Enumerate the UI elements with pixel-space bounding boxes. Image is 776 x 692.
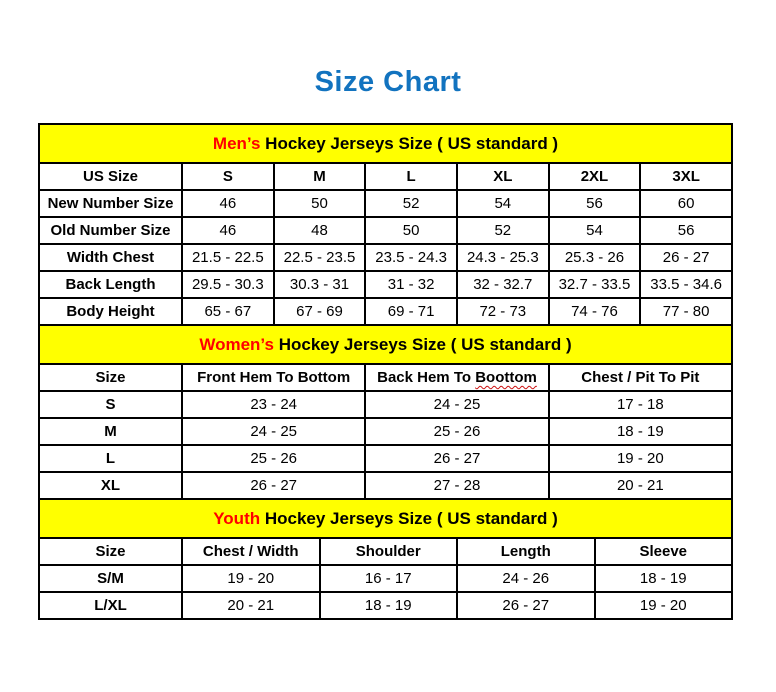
- size-table-youth: [38, 498, 733, 620]
- value-cell: 46: [182, 190, 274, 217]
- value-cell: 17 - 18: [549, 391, 732, 418]
- value-cell: 65 - 67: [182, 298, 274, 325]
- column-header-cell: Front Hem To Bottom: [182, 364, 365, 391]
- value-cell: 26 - 27: [457, 592, 595, 619]
- table-row: [39, 445, 732, 472]
- column-header-cell: 2XL: [549, 163, 641, 190]
- value-cell: 56: [549, 190, 641, 217]
- value-cell: 24 - 26: [457, 565, 595, 592]
- value-cell: 72 - 73: [457, 298, 549, 325]
- column-header-cell: S: [182, 163, 274, 190]
- value-cell: 67 - 69: [274, 298, 366, 325]
- value-cell: 18 - 19: [595, 565, 733, 592]
- value-cell: 25 - 26: [182, 445, 365, 472]
- value-cell: 29.5 - 30.3: [182, 271, 274, 298]
- value-cell: 27 - 28: [365, 472, 548, 499]
- row-label-cell: Back Length: [39, 271, 182, 298]
- value-cell: 54: [549, 217, 641, 244]
- value-cell: 33.5 - 34.6: [640, 271, 732, 298]
- row-label-cell: Body Height: [39, 298, 182, 325]
- value-cell: 31 - 32: [365, 271, 457, 298]
- row-label-cell: M: [39, 418, 182, 445]
- table-title-text: Hockey Jerseys Size ( US standard ): [260, 508, 558, 528]
- value-cell: 19 - 20: [549, 445, 732, 472]
- value-cell: 60: [640, 190, 732, 217]
- table-row: [39, 271, 732, 298]
- row-label-cell: L: [39, 445, 182, 472]
- table-row: [39, 565, 732, 592]
- value-cell: 25.3 - 26: [549, 244, 641, 271]
- column-header-cell: Shoulder: [320, 538, 458, 565]
- misspelled-word: Boottom: [475, 369, 537, 386]
- value-cell: 19 - 20: [182, 565, 320, 592]
- value-cell: 52: [365, 190, 457, 217]
- table-title-row: [39, 325, 732, 364]
- table-title-row: [39, 499, 732, 538]
- value-cell: 32 - 32.7: [457, 271, 549, 298]
- column-header-cell: Size: [39, 364, 182, 391]
- table-row: [39, 418, 732, 445]
- size-table-mens: [38, 123, 733, 326]
- value-cell: 22.5 - 23.5: [274, 244, 366, 271]
- row-label-cell: S: [39, 391, 182, 418]
- value-cell: 56: [640, 217, 732, 244]
- table-row: [39, 190, 732, 217]
- value-cell: 18 - 19: [320, 592, 458, 619]
- value-cell: 26 - 27: [182, 472, 365, 499]
- table-title-highlight: Youth: [213, 508, 261, 528]
- row-label-cell: Old Number Size: [39, 217, 182, 244]
- table-row: [39, 391, 732, 418]
- value-cell: 25 - 26: [365, 418, 548, 445]
- value-cell: 46: [182, 217, 274, 244]
- value-cell: 52: [457, 217, 549, 244]
- column-header-cell: M: [274, 163, 366, 190]
- value-cell: 77 - 80: [640, 298, 732, 325]
- column-header-row: [39, 538, 732, 565]
- value-cell: 20 - 21: [182, 592, 320, 619]
- value-cell: 74 - 76: [549, 298, 641, 325]
- value-cell: 54: [457, 190, 549, 217]
- value-cell: 24 - 25: [182, 418, 365, 445]
- column-header-cell: US Size: [39, 163, 182, 190]
- column-header-cell: Chest / Width: [182, 538, 320, 565]
- table-row: [39, 592, 732, 619]
- value-cell: 50: [274, 190, 366, 217]
- value-cell: 32.7 - 33.5: [549, 271, 641, 298]
- table-title: [39, 499, 732, 538]
- value-cell: 48: [274, 217, 366, 244]
- column-header-row: [39, 364, 732, 391]
- value-cell: 69 - 71: [365, 298, 457, 325]
- table-row: [39, 217, 732, 244]
- column-header-cell: Chest / Pit To Pit: [549, 364, 732, 391]
- row-label-cell: New Number Size: [39, 190, 182, 217]
- value-cell: 24 - 25: [365, 391, 548, 418]
- value-cell: 18 - 19: [549, 418, 732, 445]
- table-title-row: [39, 124, 732, 163]
- value-cell: 26 - 27: [365, 445, 548, 472]
- size-table-womens: [38, 324, 733, 500]
- value-cell: 26 - 27: [640, 244, 732, 271]
- row-label-cell: Width Chest: [39, 244, 182, 271]
- table-title: [39, 124, 732, 163]
- value-cell: 20 - 21: [549, 472, 732, 499]
- table-title-text: Hockey Jerseys Size ( US standard ): [260, 133, 559, 153]
- page-title: Size Chart: [314, 66, 462, 98]
- table-title: [39, 325, 732, 364]
- column-header-cell: L: [365, 163, 457, 190]
- column-header-cell: [365, 364, 548, 391]
- table-row: [39, 472, 732, 499]
- table-title-highlight: Men’s: [212, 133, 261, 153]
- table-row: [39, 244, 732, 271]
- value-cell: 19 - 20: [595, 592, 733, 619]
- column-header-text: Back Hem To: [377, 369, 476, 386]
- value-cell: 50: [365, 217, 457, 244]
- column-header-cell: Length: [457, 538, 595, 565]
- value-cell: 21.5 - 22.5: [182, 244, 274, 271]
- value-cell: 24.3 - 25.3: [457, 244, 549, 271]
- column-header-cell: 3XL: [640, 163, 732, 190]
- table-row: [39, 298, 732, 325]
- value-cell: 23 - 24: [182, 391, 365, 418]
- row-label-cell: S/M: [39, 565, 182, 592]
- value-cell: 23.5 - 24.3: [365, 244, 457, 271]
- table-title-text: Hockey Jerseys Size ( US standard ): [273, 334, 572, 354]
- value-cell: 30.3 - 31: [274, 271, 366, 298]
- column-header-cell: Sleeve: [595, 538, 733, 565]
- column-header-cell: Size: [39, 538, 182, 565]
- table-title-highlight: Women’s: [199, 334, 274, 354]
- value-cell: 16 - 17: [320, 565, 458, 592]
- column-header-row: [39, 163, 732, 190]
- row-label-cell: L/XL: [39, 592, 182, 619]
- column-header-cell: XL: [457, 163, 549, 190]
- row-label-cell: XL: [39, 472, 182, 499]
- size-tables-container: [38, 123, 733, 620]
